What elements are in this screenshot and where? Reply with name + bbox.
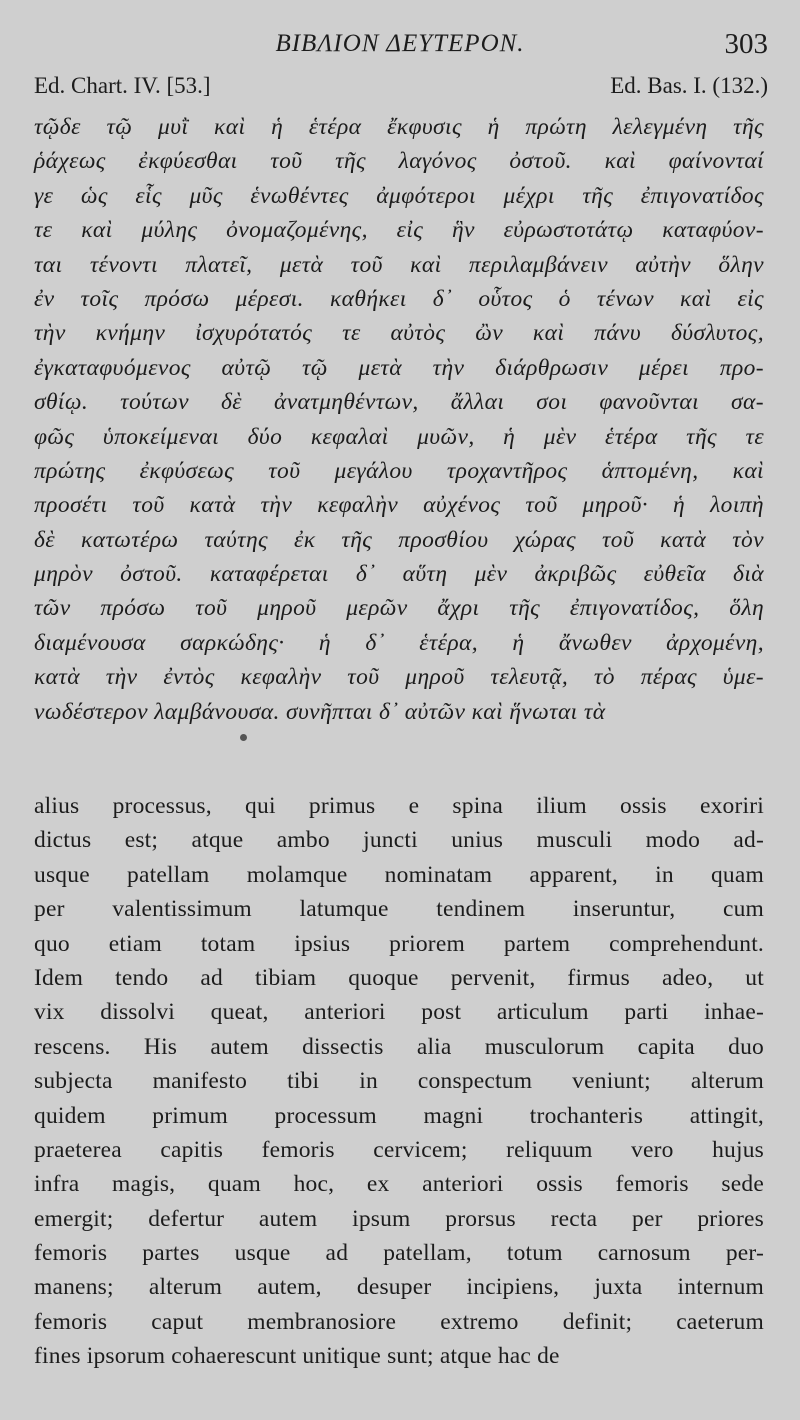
greek-text-line: ῥάχεως ἐκφύεσθαι τοῦ τῆς λαγόνος ὀστοῦ. καὶ φαίνονταί <box>34 148 764 175</box>
latin-text-block <box>34 789 764 1374</box>
greek-text-line: γε ὡς εἷς μῦς ἑνωθέντες ἀμφότεροι μέχρι τῆς ἐπιγονατίδος <box>34 182 764 209</box>
section-dot <box>240 734 247 741</box>
greek-text-line: προσέτι τοῦ κατὰ τὴν κεφαλὴν αὐχένος τοῦ μηροῦ· ἡ λοιπὴ <box>34 492 764 519</box>
greek-text-line: τὴν κνήμην ἰσχυρότατός τε αὐτὸς ὢν καὶ πάνυ δύσλυτος, <box>34 320 764 347</box>
latin-text-line: Idem tendo ad tibiam quoque pervenit, firmus adeo, ut <box>34 964 764 991</box>
latin-text-line: quo etiam totam ipsius priorem partem comprehendunt. <box>34 930 764 957</box>
latin-text-line: femoris partes usque ad patellam, totum carnosum per- <box>34 1240 764 1267</box>
page-number: 303 <box>724 28 768 60</box>
latin-text-line: rescens. His autem dissectis alia musculorum capita duo <box>34 1033 764 1060</box>
greek-text-line: διαμένουσα σαρκώδης· ἡ δ᾽ ἑτέρα, ἡ ἄνωθεν ἀρχομένη, <box>34 629 764 656</box>
latin-text-line: manens; alterum autem, desuper incipiens, juxta internum <box>34 1274 764 1301</box>
greek-text-line: ται τένοντι πλατεῖ, μετὰ τοῦ καὶ περιλαμβάνειν αὐτὴν ὅλην <box>34 251 764 278</box>
greek-text-line: τῶν πρόσω τοῦ μηροῦ μερῶν ἄχρι τῆς ἐπιγονατίδος, ὅλη <box>34 595 764 622</box>
edition-reference-left: Ed. Chart. IV. [53.] <box>34 73 211 98</box>
latin-text-line: vix dissolvi queat, anteriori post articulum parti inhae- <box>34 999 764 1026</box>
greek-text-line: δὲ κατωτέρω ταύτης ἐκ τῆς προσθίου χώρας τοῦ κατὰ τὸν <box>34 526 764 553</box>
greek-text-line: σθίῳ. τούτων δὲ ἀνατμηθέντων, ἄλλαι σοι φανοῦνται σα- <box>34 389 764 416</box>
greek-text-line: τε καὶ μύλης ὀνομαζομένης, εἰς ἣν εὐρωστοτάτῳ καταφύον- <box>34 217 764 244</box>
latin-text-line: fines ipsorum cohaerescunt unitique sunt; atque hac de <box>34 1343 560 1370</box>
latin-text-line: dictus est; atque ambo juncti unius musculi modo ad- <box>34 827 764 854</box>
latin-text-line: quidem primum processum magni trochanteris attingit, <box>34 1102 764 1129</box>
edition-reference-right: Ed. Bas. I. (132.) <box>610 73 768 98</box>
latin-text-line: praeterea capitis femoris cervicem; reliquum vero hujus <box>34 1136 764 1163</box>
greek-text-line: νωδέστερον λαμβάνουσα. συνῆπται δ᾽ αὐτῶν καὶ ἥνωται τὰ <box>34 698 606 725</box>
greek-text-line: μηρὸν ὀστοῦ. καταφέρεται δ᾽ αὕτη μὲν ἀκριβῶς εὐθεῖα διὰ <box>34 561 764 588</box>
greek-text-line: κατὰ τὴν ἐντὸς κεφαλὴν τοῦ μηροῦ τελευτᾷ, τὸ πέρας ὑμε- <box>34 664 764 691</box>
latin-text-line: femoris caput membranosiore extremo definit; caeterum <box>34 1308 764 1335</box>
greek-text-line: πρώτης ἐκφύσεως τοῦ μεγάλου τροχαντῆρος ἁπτομένη, καὶ <box>34 457 764 484</box>
running-title: BIBΛΙΟΝ ΔΕΥΤΕΡΟΝ. <box>275 30 525 57</box>
latin-text-line: usque patellam molamque nominatam apparent, in quam <box>34 861 764 888</box>
latin-text-line: per valentissimum latumque tendinem inseruntur, cum <box>34 896 764 923</box>
greek-text-line: τῷδε τῷ μυῒ καὶ ἡ ἑτέρα ἔκφυσις ἡ πρώτη λελεγμένη τῆς <box>34 114 764 140</box>
greek-text-line: ἐν τοῖς πρόσω μέρεσι. καθήκει δ᾽ οὗτος ὁ τένων καὶ εἰς <box>34 285 764 312</box>
latin-text-line: subjecta manifesto tibi in conspectum veniunt; alterum <box>34 1068 764 1095</box>
greek-text-line: φῶς ὑποκείμεναι δύο κεφαλαὶ μυῶν, ἡ μὲν ἑτέρα τῆς τε <box>34 423 764 450</box>
greek-text-block <box>34 110 764 729</box>
latin-text-line: infra magis, quam hoc, ex anteriori ossis femoris sede <box>34 1171 764 1198</box>
greek-text-line: ἐγκαταφυόμενος αὐτῷ τῷ μετὰ τὴν διάρθρωσιν μέρει προ- <box>34 354 764 381</box>
latin-text-line: alius processus, qui primus e spina ilium ossis exoriri <box>34 793 764 819</box>
latin-text-line: emergit; defertur autem ipsum prorsus recta per priores <box>34 1205 764 1232</box>
